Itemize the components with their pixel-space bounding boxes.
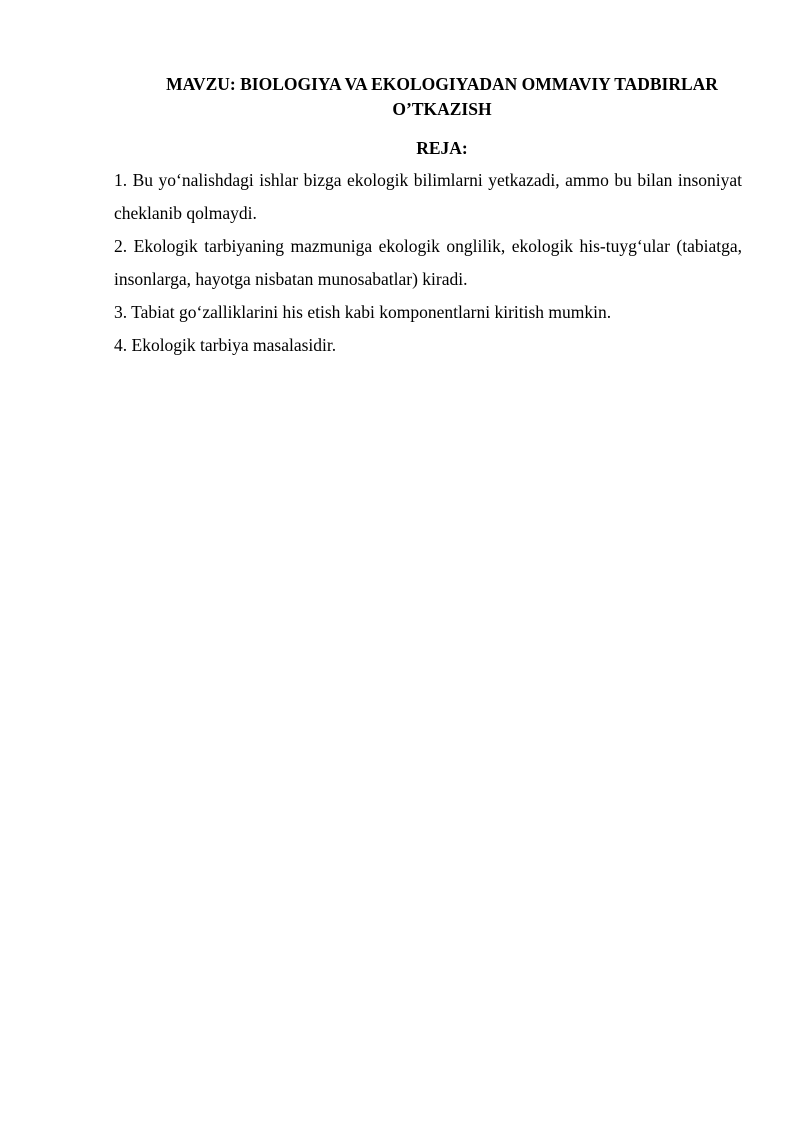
page-content [114,72,742,362]
document-title: MAVZU: BIOLOGIYA VA EKOLOGIYADAN OMMAVIY TADBIRLAR O’TKAZISH [166,74,718,119]
plan-item-4: 4. Ekologik tarbiya masalasidir. [114,335,337,355]
plan-heading: REJA: [416,138,468,158]
plan-item-1: 1. Bu yo‘nalishdagi ishlar bizga ekologik bilimlarni yetkazadi, ammo bu bilan insoniyat cheklanib qolmaydi. [114,170,742,223]
plan-item-3: 3. Tabiat go‘zalliklarini his etish kabi komponentlarni kiritish mumkin. [114,302,612,322]
plan-list [114,164,742,362]
plan-item-2: 2. Ekologik tarbiyaning mazmuniga ekologik onglilik, ekologik his-tuyg‘ular (tabiatga, insonlarga, hayotga nisbatan munosabatlar) kiradi. [114,236,742,289]
